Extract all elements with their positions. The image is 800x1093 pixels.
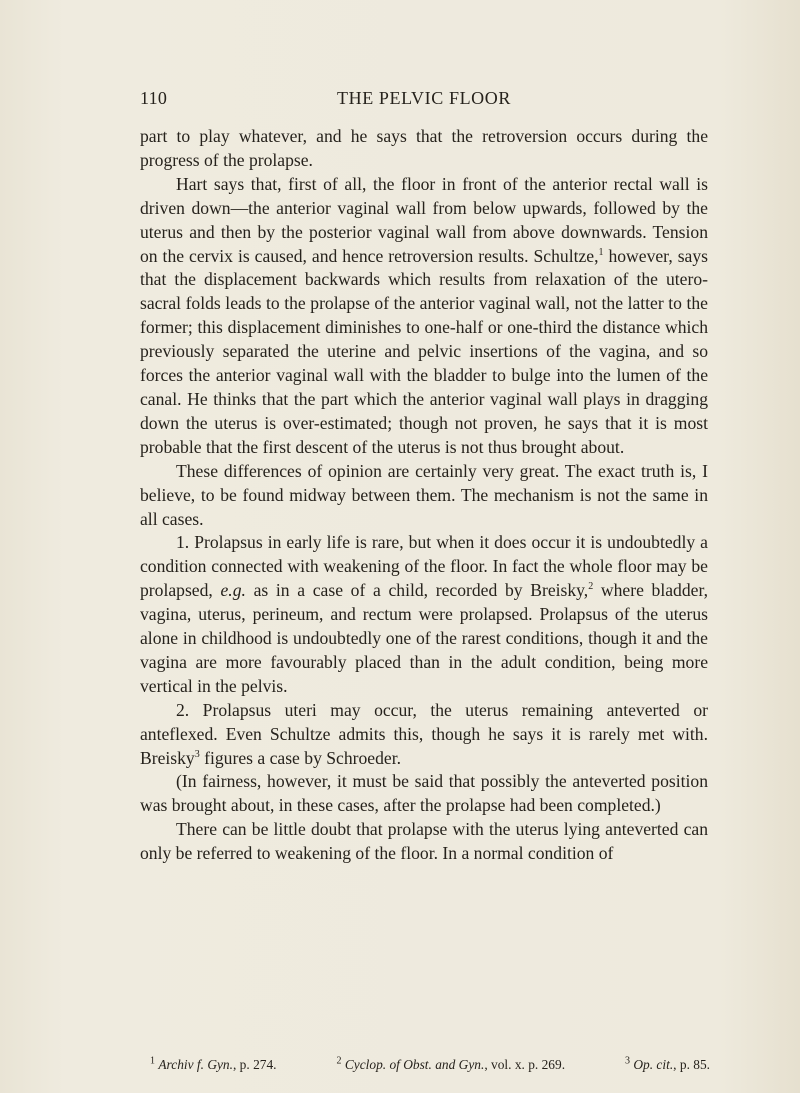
paragraph-3: These differences of opinion are certainly very great. The exact truth is, I believe, to be found midway between them. The mechanism is not the same in all cases. <box>140 460 708 529</box>
body-text <box>140 125 708 866</box>
paragraph-2: Hart says that, first of all, the floor in front of the anterior rectal wall is driven down—the anterior vaginal wall from below upwards, followed by the uterus and then by the posterior vaginal wall from above downwards. Tension on the cervix is caused, and hence retroversion results. Schultze,$^1$ however, says that the displacement backwards which results from relaxation of the utero-sacral folds leads to the prolapse of the anterior vaginal wall, not the latter to the former; this displacement diminishes to one-half or one-third the distance which previously separated the uterine and pelvic insertions of the vagina, and so forces the anterior vaginal wall with the bladder to bulge into the lumen of the canal. He thinks that the part which the anterior vaginal wall plays in dragging down the uterus is over-estimated; though not proven, he says that it is most probable that the first descent of the uterus is not thus brought about. <box>140 173 708 457</box>
page-number: 110 <box>140 88 168 108</box>
paragraph-5: 2. Prolapsus uteri may occur, the uterus remaining anteverted or anteflexed. Even Schultze admits this, though he says it is rarely met with. Breisky$^3$ figures a case by Schroeder. <box>140 699 708 768</box>
footnote-1: $^1$ Archiv f. Gyn., p. 274. <box>150 1055 277 1072</box>
paragraph-6: (In fairness, however, it must be said that possibly the anteverted position was brought about, in these cases, after the prolapse had been completed.) <box>140 771 708 816</box>
footnote-ref-2: 2 <box>588 581 594 593</box>
footnotes <box>150 1056 710 1074</box>
paragraph-4: 1. Prolapsus in early life is rare, but when it does occur it is undoubtedly a condition connected with weakening of the floor. In fact the whole floor may be prolapsed, e.g. as in a case of a child, recorded by Breisky,$^2$ where bladder, vagina, uterus, perineum, and rectum were prolapsed. Prolapsus of the uterus alone in childhood is undoubtedly one of the rarest conditions, though it and the vagina are more favourably placed than in the adult condition, being more vertical in the pelvis. <box>140 532 708 696</box>
running-title: THE PELVIC FLOOR <box>337 88 511 108</box>
footnote-ref-3: 3 <box>194 748 200 760</box>
footnote-3: $^3$ Op. cit., p. 85. <box>625 1055 710 1072</box>
footnote-ref-1: 1 <box>598 246 604 258</box>
page-header <box>140 88 708 112</box>
paragraph-1: part to play whatever, and he says that the retroversion occurs during the progress of the prolapse. <box>140 126 708 170</box>
paragraph-7: There can be little doubt that prolapse with the uterus lying anteverted can only be referred to weakening of the floor. In a normal condition of <box>140 819 708 864</box>
footnote-2: $^2$ Cyclop. of Obst. and Gyn., vol. x. p. 269. <box>336 1055 566 1072</box>
